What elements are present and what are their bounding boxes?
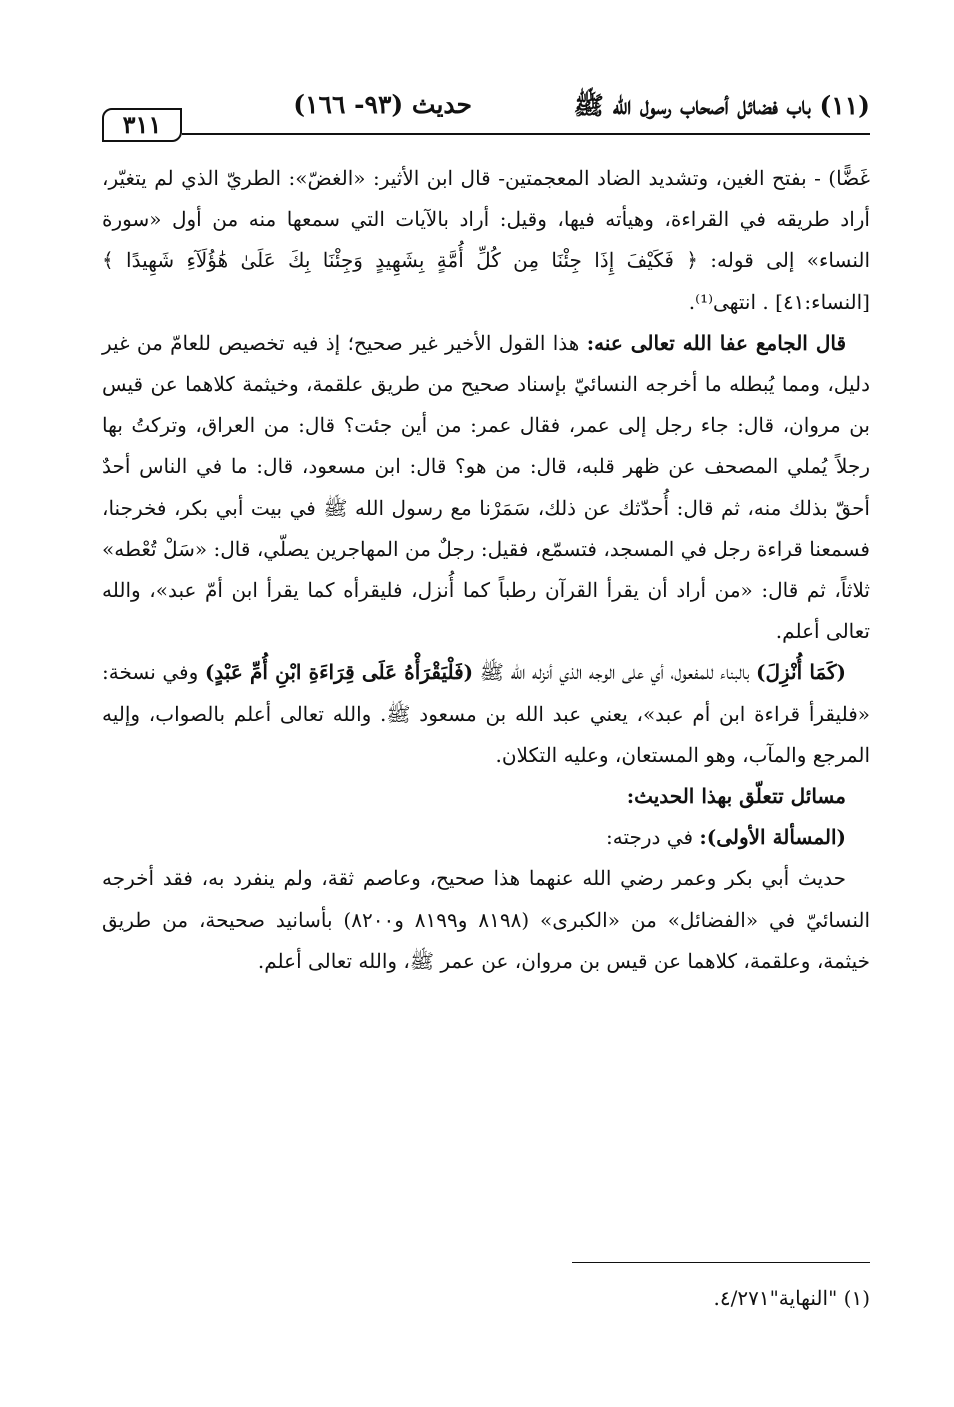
paragraph-explanation (102, 652, 870, 776)
page-number: ٣١١ (102, 108, 182, 142)
main-text (102, 158, 870, 982)
issue-1-text: في درجته: (606, 825, 700, 850)
paragraph-final: حديث أبي بكر وعمر رضي الله عنهما هذا صحيح، وعاصم ثقة، ولم ينفرد به، فقد أخرجه النسائيّ في «الفضائل» من «الكبرى» (٨١٩٨ و٨١٩٩ و٨٢٠٠) بأسانيد صحيحة، من طريق خيثمة، وعلقمة، كلاهما عن قيس بن مروان، عن عمر ﷺ، والله تعالى أعلم. (102, 866, 871, 973)
compiler-label: قال الجامع عفا الله تعالى عنه: (586, 330, 847, 355)
hadith-range: حديث (٩٣- ١٦٦) (293, 90, 472, 119)
explanation-text-1: بالبناء للمفعول، أي على الوجه الذي أنزله الله ﷺ (473, 660, 757, 685)
paragraph-compiler (102, 323, 870, 653)
footnote-divider (572, 1262, 870, 1263)
lemma-falyaqrahu: (فَلْيَقْرَأْهُ عَلَى قِرَاءَةِ ابْنِ أُمِّ عَبْدٍ) (204, 660, 474, 685)
chapter-title: (١١) باب فضائل أصحاب رسول الله ﷺ (573, 91, 870, 120)
header-divider (182, 133, 870, 135)
explanation-text-2: وفي نسخة: «فليقرأ قراءة ابن أم عبد»، يعني عبد الله بن مسعود ﷺ. والله تعالى أعلم بالصواب، وإليه المرجع والمآب، وهو المستعان، وعليه التكلان. (102, 660, 870, 767)
footnote: (١) "النهاية"٤/٢٧١. (713, 1286, 870, 1310)
paragraph-gharib: غَضًّا) - بفتح الغين، وتشديد الضاد المعجمتين- قال ابن الأثير: «الغضّ»: الطريّ الذي لم يتغيّر، أراد طريقه في القراءة، وهيأته فيها، وقيل: أراد بالآيات التي سمعها منه من أول «سورة النساء» إلى قوله: ﴿ فَكَيْفَ إِذَا جِئْنَا مِن كُلِّ أُمَّةٍ بِشَهِيدٍ وَجِئْنَا بِكَ عَلَىٰ هَٰؤُلَآءِ شَهِيدًا ﴾ [النساء:٤١] . انتهى⁽¹⁾. (102, 166, 870, 314)
issue-1 (102, 817, 870, 858)
issues-heading: مسائل تتعلّق بهذا الحديث: (626, 784, 846, 809)
issue-1-label: (المسألة الأولى): (699, 825, 846, 850)
page-header (102, 84, 870, 140)
compiler-text: هذا القول الأخير غير صحيح؛ إذ فيه تخصيص للعامّ من غير دليل، ومما يُبطله ما أخرجه النسائيّ بإسناد صحيح من طريق علقمة، وخيثمة كلاهما عن قيس بن مروان، قال: جاء رجل إلى عمر، فقال عمر: من أين جئت؟ قال: من العراق، وتركتُ بها رجلاً يُملي المصحف عن ظهر قلبه، قال: من هو؟ قال: ابن مسعود، قال: ما في الناس أحدٌ أحقّ بذلك منه، ثم قال: أُحدّثك عن ذلك، سَمَرْنا مع رسول الله ﷺ في بيت أبي بكر، فخرجنا، فسمعنا قراءة رجل في المسجد، فتسمّع، فقيل: رجلٌ من المهاجرين يصلّي، قال: «سَلْ تُعْطه» ثلاثاً، ثم قال: «من أراد أن يقرأ القرآن رطباً كما أُنزل، فليقرأه كما يقرأ ابن أمّ عبد»، والله تعالى أعلم. (102, 330, 870, 644)
lemma-kama-unzila: (كَمَا أُنْزِلَ) (756, 660, 846, 685)
